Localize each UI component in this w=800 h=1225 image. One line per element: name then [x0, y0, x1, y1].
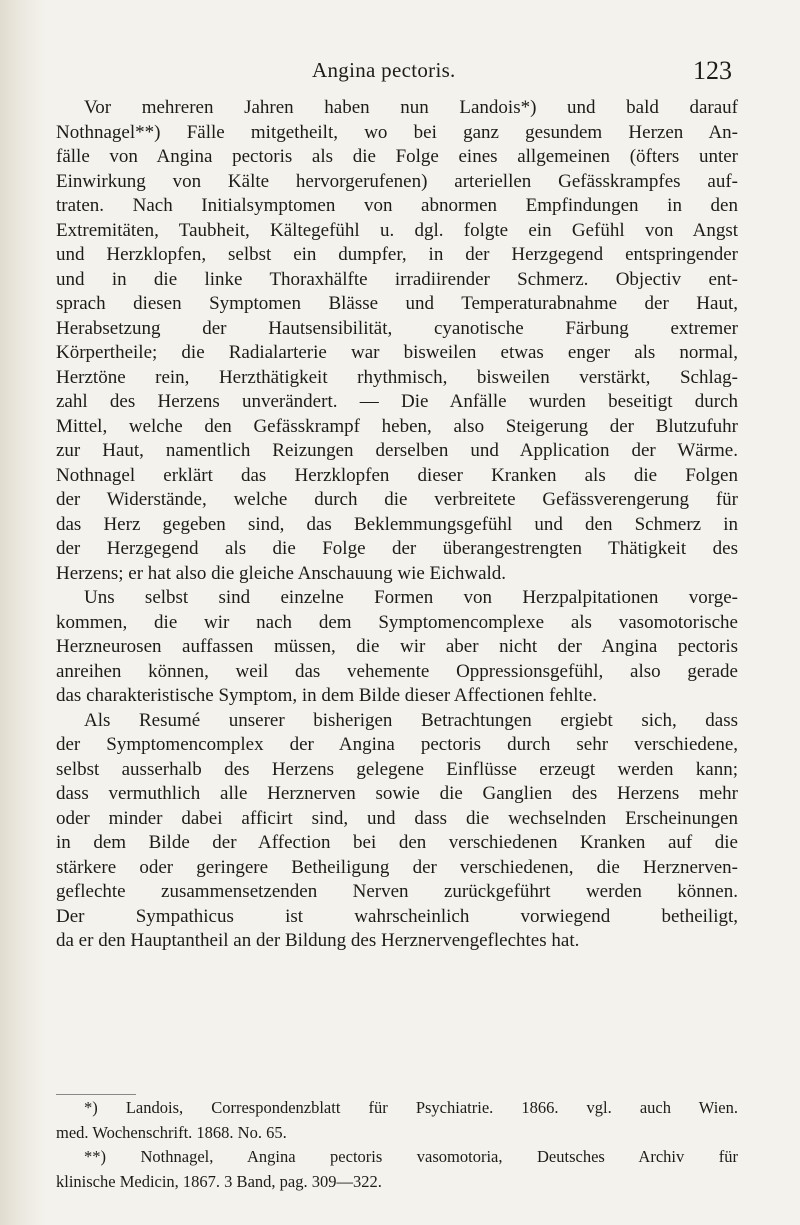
running-title: Angina pectoris.: [312, 58, 456, 82]
page-edge-shadow: [0, 0, 46, 1225]
text-line: Einwirkung von Kälte hervorgerufenen) arteriellen Gefässkrampfes auf-: [56, 170, 738, 192]
text-line: da er den Hauptantheil an der Bildung des Herznervengeflechtes hat.: [56, 930, 580, 951]
text-line: Als Resumé unserer bisherigen Betrachtungen ergiebt sich, dass: [84, 709, 738, 731]
body-text: [56, 96, 738, 954]
text-line: kommen, die wir nach dem Symptomencomplexe als vasomotorische: [56, 611, 738, 633]
page-number: 123: [693, 56, 732, 85]
footnote-line: med. Wochenschrift. 1868. No. 65.: [56, 1122, 287, 1142]
text-line: anreihen können, weil das vehemente Oppressionsgefühl, also gerade: [56, 660, 738, 682]
text-line: der Herzgegend als die Folge der überangestrengten Thätigkeit des: [56, 538, 738, 559]
text-line: Herzneurosen auffassen müssen, die wir aber nicht der Angina pectoris: [56, 636, 738, 657]
footnote-line: klinische Medicin, 1867. 3 Band, pag. 309—322.: [56, 1171, 382, 1191]
text-line: Herztöne rein, Herzthätigkeit rhythmisch, bisweilen verstärkt, Schlag-: [56, 366, 738, 388]
footnote-line: *) Landois, Correspondenzblatt für Psychiatrie. 1866. vgl. auch Wien.: [84, 1098, 738, 1117]
text-line: und Herzklopfen, selbst ein dumpfer, in der Herzgegend entspringender: [56, 244, 738, 265]
text-line: zahl des Herzens unverändert. — Die Anfälle wurden beseitigt durch: [56, 391, 738, 412]
text-line: zur Haut, namentlich Reizungen derselben und Application der Wärme.: [56, 440, 738, 461]
text-line: traten. Nach Initialsymptomen von abnormen Empfindungen in den: [56, 195, 738, 216]
text-line: Nothnagel**) Fälle mitgetheilt, wo bei ganz gesundem Herzen An-: [56, 121, 738, 143]
text-line: das Herz gegeben sind, das Beklemmungsgefühl und den Schmerz in: [56, 513, 738, 535]
text-line: sprach diesen Symptomen Blässe und Temperaturabnahme der Haut,: [56, 293, 738, 314]
text-line: Extremitäten, Taubheit, Kältegefühl u. dgl. folgte ein Gefühl von Angst: [56, 219, 738, 241]
footnotes: [56, 1098, 738, 1196]
text-line: dass vermuthlich alle Herznerven sowie die Ganglien des Herzens mehr: [56, 783, 738, 804]
footnote-divider: [56, 1094, 136, 1095]
text-line: das charakteristische Symptom, in dem Bilde dieser Affectionen fehlte.: [56, 685, 597, 706]
text-line: Der Sympathicus ist wahrscheinlich vorwiegend betheiligt,: [56, 905, 738, 927]
text-line: Mittel, welche den Gefässkrampf heben, also Steigerung der Blutzufuhr: [56, 415, 738, 437]
text-line: Vor mehreren Jahren haben nun Landois*) und bald darauf: [84, 97, 738, 118]
text-line: und in die linke Thoraxhälfte irradiirender Schmerz. Objectiv ent-: [56, 268, 738, 290]
text-line: Nothnagel erklärt das Herzklopfen dieser Kranken als die Folgen: [56, 464, 738, 486]
text-line: geflechte zusammensetzenden Nerven zurückgeführt werden können.: [56, 881, 738, 902]
text-line: der Widerstände, welche durch die verbreitete Gefässverengerung für: [56, 489, 738, 510]
footnote-line: **) Nothnagel, Angina pectoris vasomotoria, Deutsches Archiv für: [84, 1147, 738, 1166]
text-line: Herabsetzung der Hautsensibilität, cyanotische Färbung extremer: [56, 317, 738, 339]
text-line: fälle von Angina pectoris als die Folge eines allgemeinen (öfters unter: [56, 146, 738, 167]
page-header: [300, 56, 732, 90]
text-line: Uns selbst sind einzelne Formen von Herzpalpitationen vorge-: [84, 587, 738, 608]
text-line: Herzens; er hat also die gleiche Anschauung wie Eichwald.: [56, 562, 507, 584]
text-line: Körpertheile; die Radialarterie war bisweilen etwas enger als normal,: [56, 342, 738, 363]
text-line: selbst ausserhalb des Herzens gelegene Einflüsse erzeugt werden kann;: [56, 758, 738, 780]
text-line: der Symptomencomplex der Angina pectoris durch sehr verschiedene,: [56, 734, 738, 755]
text-line: in dem Bilde der Affection bei den verschiedenen Kranken auf die: [56, 832, 738, 853]
text-line: oder minder dabei afficirt sind, und dass die wechselnden Erscheinungen: [56, 807, 738, 829]
text-line: stärkere oder geringere Betheiligung der verschiedenen, die Herznerven-: [56, 856, 738, 878]
